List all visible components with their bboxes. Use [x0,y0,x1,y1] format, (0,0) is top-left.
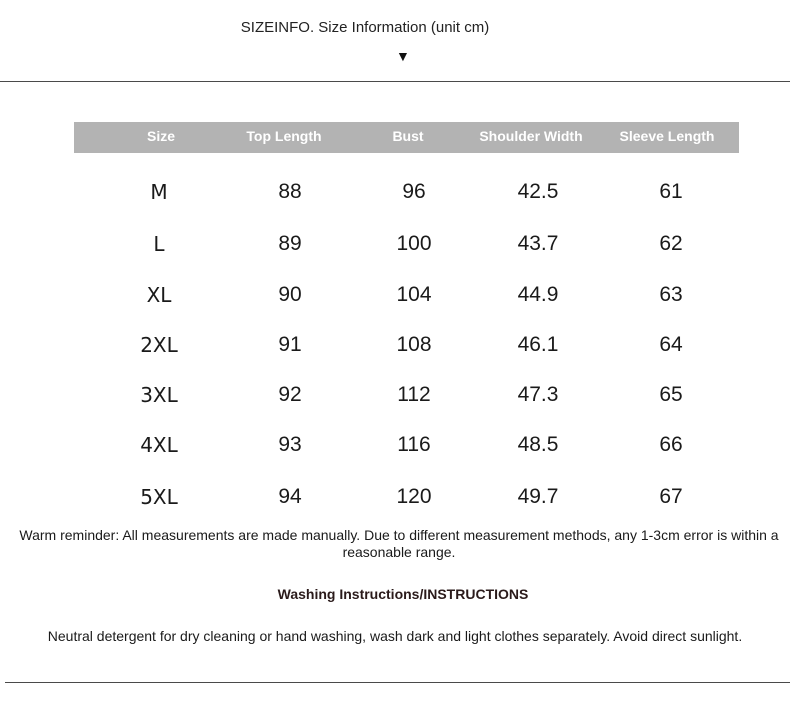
cell-bust: 108 [396,333,432,356]
column-header-size: Size [146,128,176,144]
cell-size: 3XL [140,383,178,407]
cell-bust: 100 [396,232,432,255]
cell-top-length: 91 [278,333,302,356]
column-header-sleeve-length: Sleeve Length [619,128,715,144]
cell-bust: 120 [396,485,432,508]
top-divider [0,81,790,82]
cell-sleeve-length: 66 [659,433,683,456]
cell-top-length: 90 [278,283,302,306]
cell-sleeve-length: 63 [659,283,683,306]
cell-sleeve-length: 62 [659,232,683,255]
cell-bust: 96 [402,180,426,203]
column-header-top-length: Top Length [246,128,322,144]
down-arrow-icon: ▼ [396,48,410,64]
cell-bust: 112 [397,383,431,406]
cell-size: 2XL [140,333,178,357]
column-header-bust: Bust [392,128,424,144]
cell-top-length: 92 [278,383,302,406]
column-header-shoulder-width: Shoulder Width [479,128,583,144]
cell-sleeve-length: 61 [659,180,683,203]
washing-instructions-title: Washing Instructions/INSTRUCTIONS [277,586,529,602]
washing-instructions-text: Neutral detergent for dry cleaning or hand washing, wash dark and light clothes separately. Avoid direct sunlight. [47,628,743,644]
cell-shoulder-width: 49.7 [517,485,559,508]
cell-top-length: 89 [278,232,302,255]
cell-top-length: 94 [278,485,302,508]
cell-shoulder-width: 43.7 [517,232,559,255]
bottom-divider [5,682,790,683]
cell-shoulder-width: 48.5 [517,433,559,456]
cell-size: M [150,180,168,204]
cell-bust: 116 [397,433,431,456]
size-info-title: SIZEINFO. Size Information (unit cm) [240,19,490,36]
cell-size: 5XL [140,485,178,509]
cell-top-length: 88 [278,180,302,203]
cell-size: 4XL [140,433,178,457]
cell-sleeve-length: 64 [659,333,683,356]
cell-shoulder-width: 47.3 [517,383,559,406]
cell-top-length: 93 [278,433,302,456]
cell-sleeve-length: 65 [659,383,683,406]
table-header [74,122,739,153]
warm-reminder: Warm reminder: All measurements are made manually. Due to different measurement methods, any 1-3cm error is within a reasonable range. [19,527,779,560]
cell-shoulder-width: 44.9 [517,283,559,306]
cell-bust: 104 [396,283,432,306]
cell-shoulder-width: 42.5 [517,180,559,203]
cell-size: XL [146,283,172,307]
cell-sleeve-length: 67 [659,485,683,508]
cell-size: L [153,232,165,256]
cell-shoulder-width: 46.1 [517,333,559,356]
